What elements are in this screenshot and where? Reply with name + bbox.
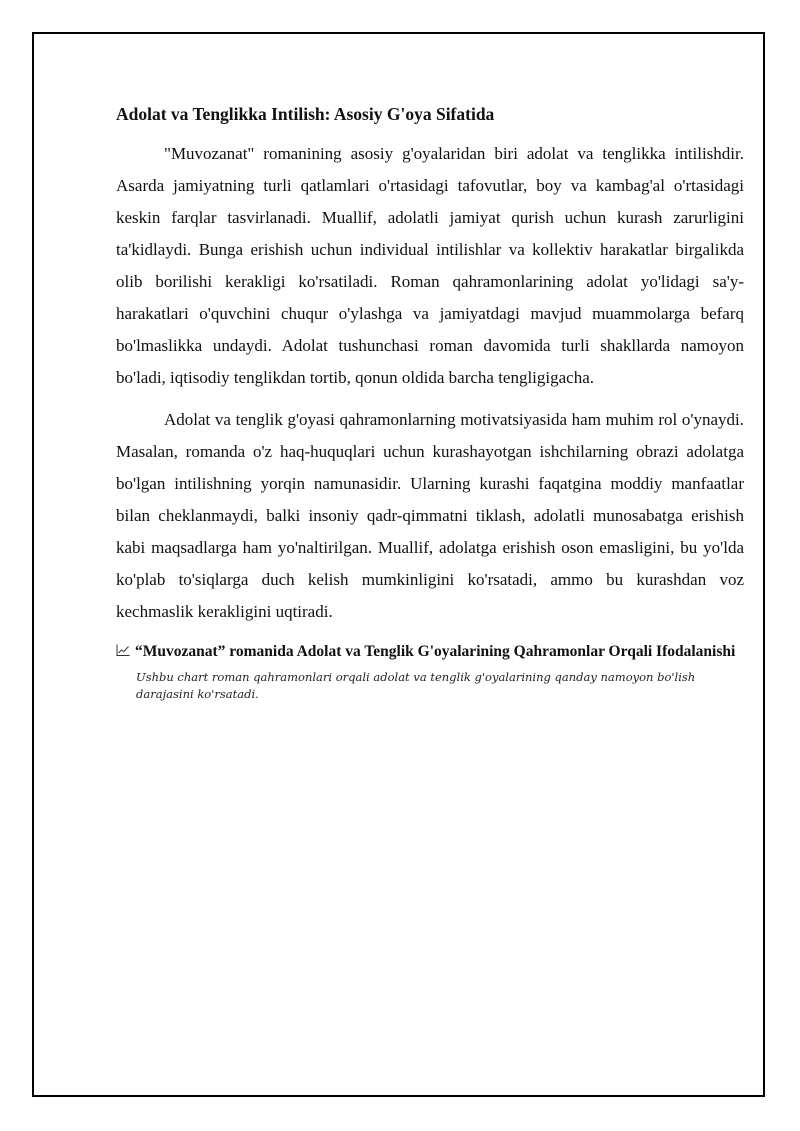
section-title: Adolat va Tenglikka Intilish: Asosiy G'oya Sifatida xyxy=(116,104,495,124)
paragraph-1: "Muvozanat" romanining asosiy g'oyalaridan biri adolat va tenglikka intilishdir. Asarda jamiyatning turli qatlamlari o'rtasidagi tafovutlar, boy va kambag'al o'rtasidagi keskin farqlar tasvirlanadi. Muallif, adolatli jamiyat qurish uchun kurash zarurligini ta'kidlaydi. Bunga erishish uchun individual intilishlar va kollektiv harakatlar birgalikda olib borilishi kerakligi ko'rsatiladi. Roman qahramonlarining adolat yo'lidagi sa'y-harakatlari o'quvchini chuqur o'ylashga va jamiyatdagi mavjud muammolarga befarq bo'lmaslikka undaydi. Adolat tushunchasi roman davomida turli shakllarda namoyon bo'ladi, iqtisodiy tenglikdan tortib, qonun oldida barcha tengligigacha. xyxy=(116,144,744,387)
chart-caption: Ushbu chart roman qahramonlari orqali adolat va tenglik g'oyalarining qanday namoyon bo'lish darajasini ko'rsatadi. xyxy=(136,670,696,701)
paragraph-2: Adolat va tenglik g'oyasi qahramonlarning motivatsiyasida ham muhim rol o'ynaydi. Masalan, romanda o'z haq-huquqlari uchun kurashayotgan ishchilarning obrazi adolatga bo'lgan intilishning yorqin namunasidir. Ularning kurashi faqatgina moddiy manfaatlar bilan cheklanmaydi, balki insoniy qadr-qimmatni tiklash, adolatli munosabatga erishish kabi maqsadlarga ham yo'naltirilgan. Muallif, adolatga erishish oson emasligini, bu yo'lda ko'plab to'siqlarga duch kelish mumkinligini ko'rsatadi, ammo bu kurashdan voz kechmaslik kerakligini uqtiradi. xyxy=(116,410,744,621)
document-body xyxy=(116,102,744,703)
chart-increasing-icon xyxy=(116,642,130,654)
chart-title: “Muvozanat” romanida Adolat va Tenglik G'oyalarining Qahramonlar Orqali Ifodalanishi xyxy=(135,643,736,660)
chart-heading xyxy=(116,642,744,662)
page-frame xyxy=(32,32,765,1097)
